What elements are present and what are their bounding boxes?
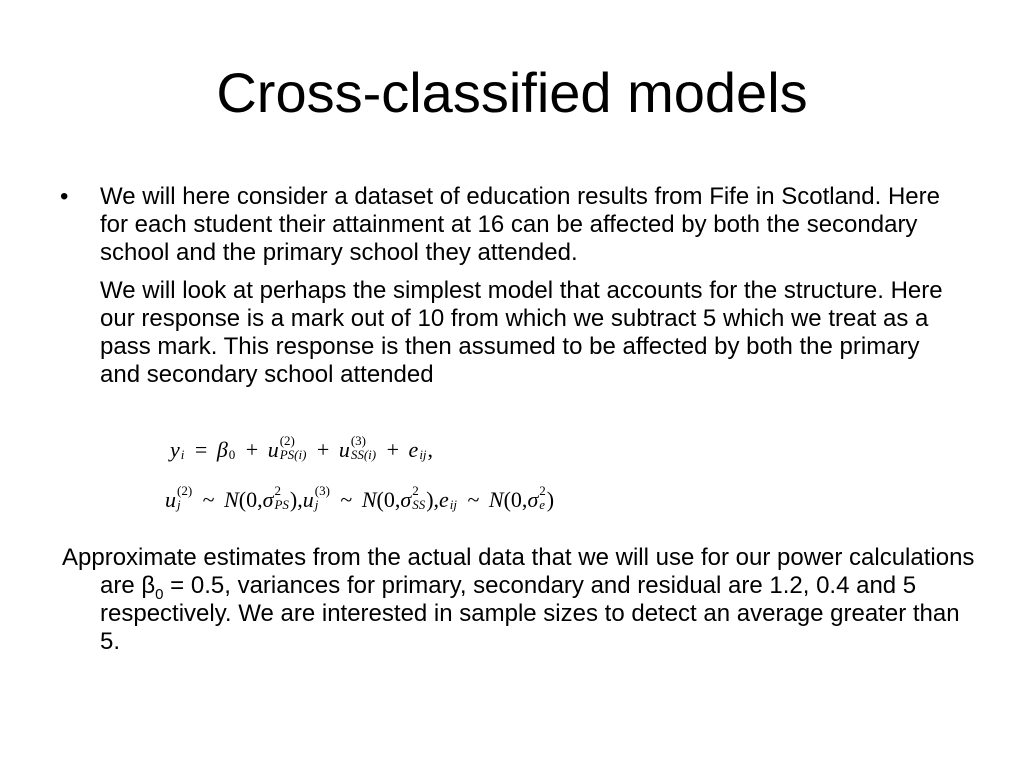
eq1-y: y — [170, 437, 180, 463]
eq1-plus-2: + — [316, 437, 330, 463]
estimates-paragraph — [62, 544, 980, 656]
eq1-u-primary-sub: PS(i) — [279, 447, 307, 462]
eq1-equals: = — [194, 437, 208, 463]
eq1-u-primary: u — [267, 437, 279, 463]
eq2-sigma-1: σ — [262, 487, 274, 513]
eq2-tilde-3: ~ — [467, 487, 480, 513]
eq2-normal-1: N — [224, 487, 239, 513]
eq1-beta-sub: 0 — [228, 447, 236, 462]
eq1-plus-1: + — [245, 437, 259, 463]
eq2-close-1: ), — [289, 487, 303, 513]
beta-subscript: 0 — [155, 585, 164, 603]
eq2-u-primary: u — [165, 487, 176, 513]
eq2-sigma-2-sup: 2 — [412, 483, 419, 498]
eq2-tilde-1: ~ — [202, 487, 215, 513]
eq2-open-1: (0, — [238, 487, 263, 513]
eq2-e: e — [439, 487, 449, 513]
estimates-text-part-1: Approximate estimates from the actual data that we will use for our power calculations are β — [62, 544, 975, 599]
bullet-icon: • — [60, 183, 69, 210]
eq2-tilde-2: ~ — [340, 487, 353, 513]
model-equations — [165, 433, 555, 516]
eq2-open-2: (0, — [376, 487, 401, 513]
eq1-u-secondary-sup: (3) — [350, 433, 367, 448]
eq2-open-3: (0, — [503, 487, 528, 513]
eq1-beta: β — [216, 437, 228, 463]
eq1-y-sub: i — [180, 447, 185, 462]
eq2-sigma-3: σ — [527, 487, 539, 513]
eq1-e: e — [408, 437, 419, 463]
eq2-normal-2: N — [361, 487, 377, 513]
eq2-u-primary-sub: j — [177, 497, 181, 512]
eq1-u-secondary-sub: SS(i) — [350, 447, 377, 462]
eq2-sigma-1-sub: PS — [274, 497, 289, 512]
eq2-close-3: ) — [546, 487, 555, 513]
eq1-plus-3: + — [386, 437, 400, 463]
eq1-e-sub: ij — [419, 447, 427, 462]
eq1-u-primary-sup: (2) — [279, 433, 295, 448]
eq2-normal-3: N — [488, 487, 504, 513]
eq1-comma: , — [427, 437, 434, 463]
distribution-equation — [165, 483, 555, 516]
eq2-u-secondary: u — [302, 487, 314, 513]
slide-title: Cross-classified models — [216, 61, 808, 124]
bullet-section — [60, 183, 950, 389]
eq2-u-secondary-sup: (3) — [314, 483, 330, 498]
bullet-paragraph-2: We will look at perhaps the simplest model that accounts for the structure. Here our response is a mark out of 10 from which we subtract 5 which we treat as a pass mark. This response is then assumed to be affected by both the primary and secondary school attended — [100, 277, 943, 388]
eq2-sigma-3-sub: e — [539, 497, 546, 512]
eq2-sigma-2-sub: SS — [412, 497, 426, 512]
eq2-e-sub: ij — [449, 497, 458, 512]
eq2-sigma-1-sup: 2 — [274, 483, 281, 498]
eq2-sigma-2: σ — [400, 487, 412, 513]
eq2-u-primary-sup: (2) — [177, 483, 193, 498]
bullet-paragraph-1: We will here consider a dataset of education results from Fife in Scotland. Here for each student their attainment at 16 can be affected by both the secondary school and the primary school they attended. — [100, 183, 940, 266]
eq1-u-secondary: u — [338, 437, 350, 463]
model-equation — [170, 433, 554, 466]
eq2-close-2: ), — [426, 487, 440, 513]
eq2-sigma-3-sup: 2 — [539, 483, 546, 498]
estimates-text-part-2: = 0.5, variances for primary, secondary and residual are 1.2, 0.4 and 5 respectively. We are interested in sample sizes to detect an average greater than 5. — [100, 572, 960, 655]
eq2-u-secondary-sub: j — [314, 497, 319, 512]
bullet-item — [60, 183, 950, 267]
